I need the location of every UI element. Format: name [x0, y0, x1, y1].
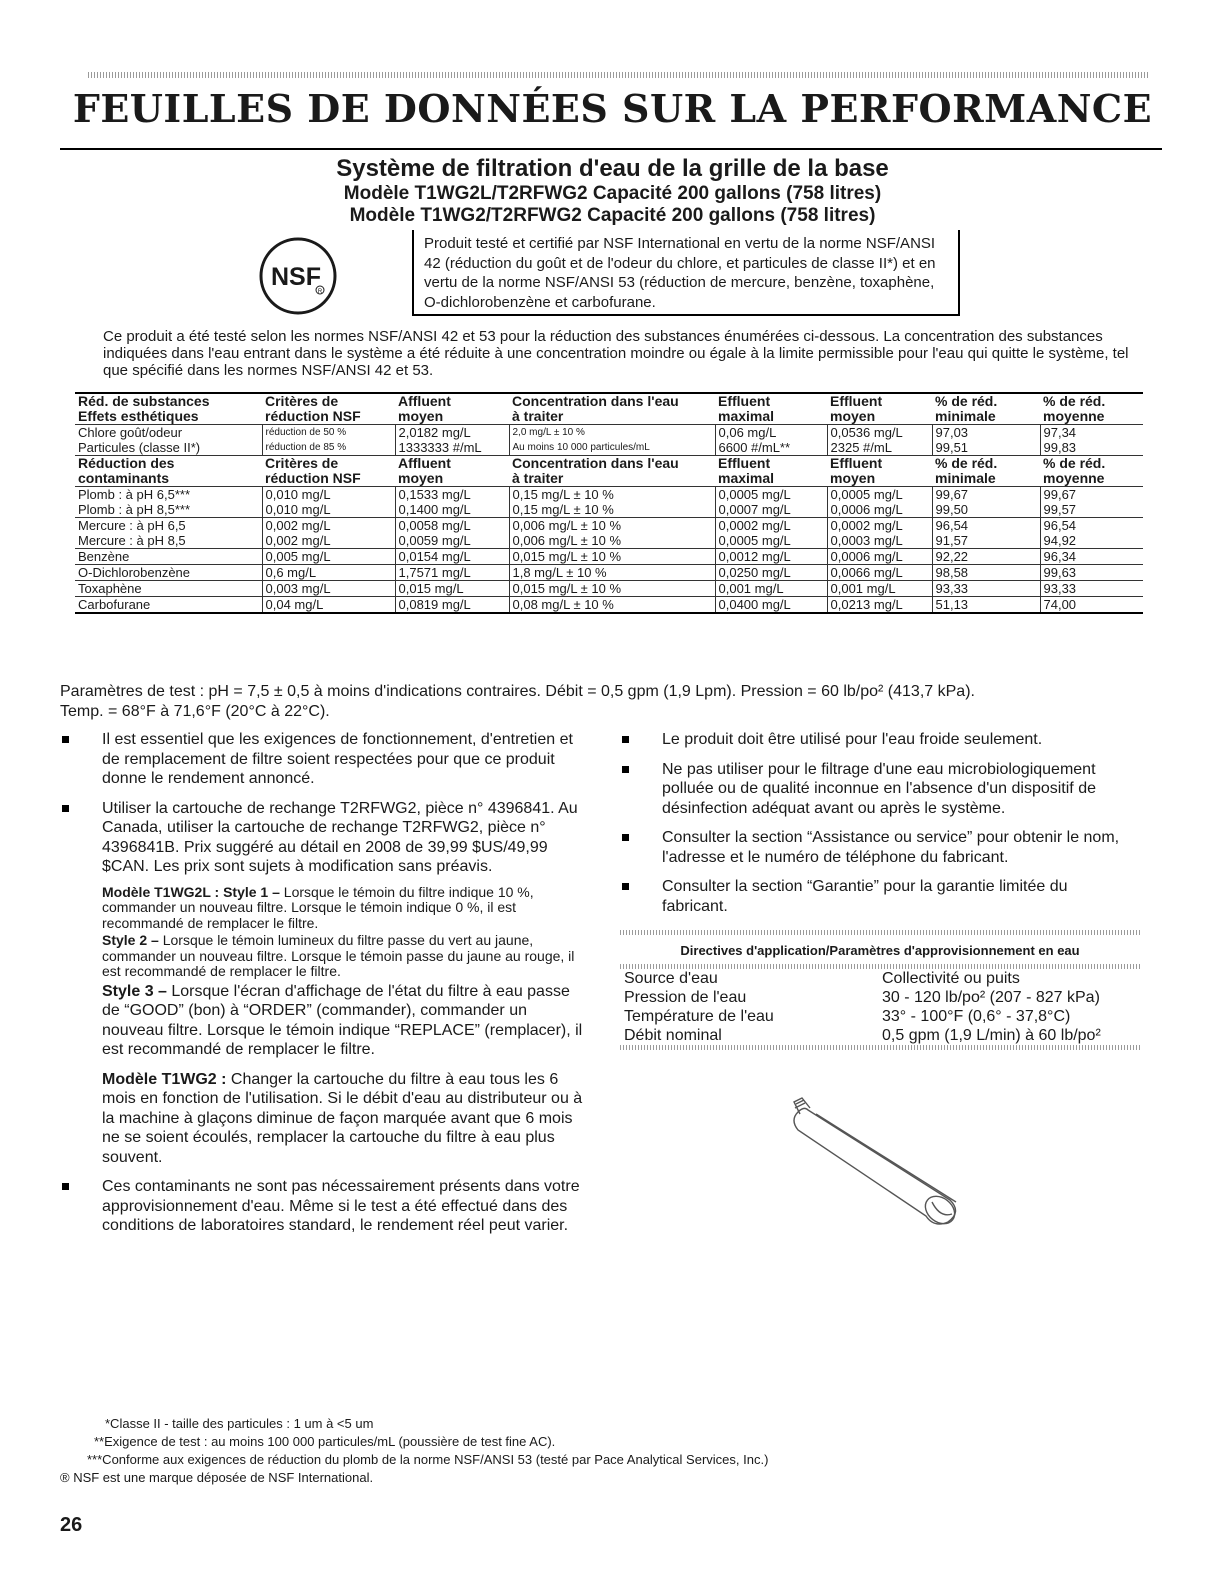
table-cell: 0,001 mg/L	[827, 581, 932, 597]
nsf-logo-text: NSF	[271, 263, 321, 291]
table-cell: Concentration dans l'eau à traiter	[509, 456, 715, 487]
top-hatch-rule	[88, 72, 1150, 78]
table-cell: 0,0154 mg/L	[395, 549, 509, 565]
table-cell: 0,015 mg/L ± 10 %	[509, 549, 715, 565]
footnote: ® NSF est une marque déposée de NSF International.	[60, 1470, 374, 1485]
table-cell: 0,002 mg/L 0,002 mg/L	[262, 518, 395, 549]
bullet-square-icon	[622, 766, 629, 773]
table-cell: Benzène	[75, 549, 262, 565]
filter-cartridge-icon	[780, 1090, 1000, 1230]
page-title: FEUILLES DE DONNÉES SUR LA PERFORMANCE	[72, 86, 1153, 131]
test-parameters	[60, 682, 1160, 722]
table-cell: 0,1533 mg/L 0,1400 mg/L	[395, 487, 509, 518]
table-cell: % de réd. minimale	[932, 456, 1040, 487]
table-cell: 0,010 mg/L 0,010 mg/L	[262, 487, 395, 518]
table-cell: 2,0 mg/L ± 10 % Au moins 10 000 particules/mL	[509, 425, 715, 456]
table-cell: Effluent moyen	[827, 393, 932, 425]
table-cell: 1,7571 mg/L	[395, 565, 509, 581]
table-cell: Concentration dans l'eau à traiter	[509, 393, 715, 425]
table-cell: 99,63	[1040, 565, 1143, 581]
hatch-rule	[620, 1045, 1140, 1050]
table-cell: 93,33	[1040, 581, 1143, 597]
table-cell: Réd. de substances Effets esthétiques	[75, 393, 262, 425]
title-rule	[60, 148, 1162, 150]
list-item: Utiliser la cartouche de rechange T2RFWG2, pièce n° 4396841. Au Canada, utiliser la cartouche de rechange T2RFWG2, pièce n° 4396841B. Prix suggéré au détail en 2008 de 39,99 $US/49,99 $CAN. Les prix sont sujets à modification sans préavis. Modèle T1WG2L : Style 1 – Lorsque le témoin du filtre indique 10 %, commander un nouveau filtre. Lorsque le témoin indique 0 %, il est recommandé de remplacer le filtre. Style 2 – Lorsque le témoin lumineux du filtre passe du vert au jaune, commander un nouveau filtre. Lorsque le témoin passe du jaune au rouge, il est recommandé de remplacer le filtre. Style 3 – Lorsque l'écran d'affichage de l'état du filtre à eau passe de “GOOD” (bon) à “ORDER” (commander), commander un nouveau filtre. Lorsque le témoin indique “REPLACE” (remplacer), il est recommandé de remplacer le filtre. Modèle T1WG2 : Changer la cartouche du filtre à eau tous les 6 mois en fonction de l'utilisation. Si le débit d'eau au distributeur ou à la machine à glaçons diminue de façon marquée avant que 6 mois ne se soient écoulés, remplacer la cartouche du filtre à eau plus souvent.	[60, 799, 590, 1168]
style-3-note: Style 3 – Lorsque l'écran d'affichage de l'état du filtre à eau passe de “GOOD” (bon) à “ORDER” (commander), commander un nouveau filtre. Lorsque le témoin indique “REPLACE” (remplacer), il est recommandé de remplacer le filtre.	[102, 982, 583, 1058]
table-cell: Plomb : à pH 6,5*** Plomb : à pH 8,5***	[75, 487, 262, 518]
table-cell: 97,03 99,51	[932, 425, 1040, 456]
table-cell: O-Dichlorobenzène	[75, 565, 262, 581]
table-cell: % de réd. minimale	[932, 393, 1040, 425]
table-row	[75, 565, 1143, 581]
table-cell: 99,67 99,57	[1040, 487, 1143, 518]
table-cell: 0,0819 mg/L	[395, 597, 509, 614]
table-cell: 92,22	[932, 549, 1040, 565]
table-cell: Réduction des contaminants	[75, 456, 262, 487]
table-cell: 74,00	[1040, 597, 1143, 614]
table-cell: 0,005 mg/L	[262, 549, 395, 565]
table-cell: % de réd. moyenne	[1040, 393, 1143, 425]
nsf-logo-icon	[258, 236, 338, 316]
table-cell: 0,0066 mg/L	[827, 565, 932, 581]
table-row: Source d'eau Collectivité ou puits	[624, 970, 1020, 987]
intro-paragraph: Ce produit a été testé selon les normes NSF/ANSI 42 et 53 pour la réduction des substances énumérées ci-dessous. La concentration des substances indiquées dans l'eau entrant dans le système a été réduite à une concentration moindre ou égale à la limite permissible pour l'eau qui quitte le système, tel que spécifié dans les normes NSF/ANSI 42 et 53.	[103, 328, 1129, 379]
footnote: **Exigence de test : au moins 100 000 particules/mL (poussière de test fine AC).	[94, 1434, 556, 1449]
style-2-note: Style 2 – Lorsque le témoin lumineux du filtre passe du vert au jaune, commander un nouveau filtre. Lorsque le témoin passe du jaune au rouge, il est recommandé de remplacer le filtre.	[102, 932, 575, 979]
table-row	[75, 597, 1143, 614]
list-item: Le produit doit être utilisé pour l'eau froide seulement.	[620, 730, 1120, 750]
table-cell: 0,006 mg/L ± 10 % 0,006 mg/L ± 10 %	[509, 518, 715, 549]
table-row	[75, 581, 1143, 597]
bullet-square-icon	[622, 736, 629, 743]
certification-box: Produit testé et certifié par NSF International en vertu de la norme NSF/ANSI 42 (réduction du goût et de l'odeur du chlore, et particules de classe II*) et en vertu de la norme NSF/ANSI 53 (réduction de mercure, benzène, toxaphène, O-dichlorobenzène et carbofurane.	[412, 230, 960, 316]
table-cell: Chlore goût/odeur Particules (classe II*)	[75, 425, 262, 456]
table-cell: 0,04 mg/L	[262, 597, 395, 614]
table-cell: Affluent moyen	[395, 456, 509, 487]
footnotes	[60, 1415, 768, 1487]
table-cell: Carbofurane	[75, 597, 262, 614]
table-cell: 0,0012 mg/L	[715, 549, 827, 565]
table-cell: Mercure : à pH 6,5 Mercure : à pH 8,5	[75, 518, 262, 549]
table-cell: 96,54 94,92	[1040, 518, 1143, 549]
table-cell: Effluent maximal	[715, 393, 827, 425]
list-item: Ne pas utiliser pour le filtrage d'une eau microbiologiquement polluée ou de qualité inconnue en l'absence d'un dispositif de désinfection adéquat avant ou après le système.	[620, 760, 1120, 819]
table-cell: 97,34 99,83	[1040, 425, 1143, 456]
footnote: ***Conforme aux exigences de réduction du plomb de la norme NSF/ANSI 53 (testé par Pace Analytical Services, Inc.)	[87, 1452, 769, 1467]
list-item: Consulter la section “Assistance ou service” pour obtenir le nom, l'adresse et le numéro de téléphone du fabricant.	[620, 828, 1120, 867]
table-cell: 0,15 mg/L ± 10 % 0,15 mg/L ± 10 %	[509, 487, 715, 518]
table-cell: Critères de réduction NSF	[262, 456, 395, 487]
table-cell: 0,0005 mg/L 0,0007 mg/L	[715, 487, 827, 518]
table-cell: 0,001 mg/L	[715, 581, 827, 597]
system-title: Système de filtration d'eau de la grille de la base	[336, 155, 889, 182]
bullet-square-icon	[62, 736, 69, 743]
table-cell: 0,06 mg/L 6600 #/mL**	[715, 425, 827, 456]
list-item: Il est essentiel que les exigences de fonctionnement, d'entretien et de remplacement de filtre soient respectées pour que ce produit donne le rendement annoncé.	[60, 730, 590, 789]
guidelines-title: Directives d'application/Paramètres d'approvisionnement en eau	[680, 943, 1080, 958]
table-cell: 0,0250 mg/L	[715, 565, 827, 581]
table-cell: 0,0400 mg/L	[715, 597, 827, 614]
svg-text:R: R	[317, 289, 323, 295]
list-item: Consulter la section “Garantie” pour la garantie limitée du fabricant.	[620, 877, 1120, 916]
table-cell: Effluent moyen	[827, 456, 932, 487]
performance-table	[75, 392, 1143, 614]
table-cell: 51,13	[932, 597, 1040, 614]
bullet-square-icon	[62, 1183, 69, 1190]
guidelines-table	[620, 969, 1140, 1045]
application-guidelines	[620, 930, 1140, 1050]
table-cell: Effluent maximal	[715, 456, 827, 487]
table-row	[75, 425, 1143, 456]
table-row	[75, 518, 1143, 549]
footnote: *Classe II - taille des particules : 1 um à <5 um	[105, 1416, 374, 1431]
style-1-note: Modèle T1WG2L : Style 1 – Lorsque le témoin du filtre indique 10 %, commander un nouveau filtre. Lorsque le témoin indique 0 %, il est recommandé de remplacer le filtre.	[102, 883, 534, 931]
table-cell: Critères de réduction NSF	[262, 393, 395, 425]
table-cell: 0,0005 mg/L 0,0006 mg/L	[827, 487, 932, 518]
table-cell: 0,015 mg/L	[395, 581, 509, 597]
table-cell: 0,08 mg/L ± 10 %	[509, 597, 715, 614]
table-cell: 93,33	[932, 581, 1040, 597]
left-bullet-list	[60, 730, 590, 1246]
table-cell: réduction de 50 % réduction de 85 %	[262, 425, 395, 456]
table-row	[75, 487, 1143, 518]
table-cell: % de réd. moyenne	[1040, 456, 1143, 487]
table-row: Débit nominal 0,5 gpm (1,9 L/min) à 60 lb/po²	[624, 1027, 1101, 1044]
bullet-square-icon	[622, 883, 629, 890]
table-cell: 0,0058 mg/L 0,0059 mg/L	[395, 518, 509, 549]
model-t1wg2-note: Modèle T1WG2 : Changer la cartouche du filtre à eau tous les 6 mois en fonction de l'utilisation. Si le débit d'eau au distributeur ou à la machine à glaçons diminue de façon marquée avant que 6 mois ne se soient écoulés, remplacer la cartouche du filtre à eau plus souvent.	[102, 1070, 583, 1166]
table-cell: 0,015 mg/L ± 10 %	[509, 581, 715, 597]
table-row: Température de l'eau 33° - 100°F (0,6° - 37,8°C)	[624, 1008, 1071, 1025]
model-line-2: Modèle T1WG2/T2RFWG2 Capacité 200 gallons (758 litres)	[349, 205, 876, 226]
table-header-row	[75, 393, 1143, 425]
table-cell: 99,67 99,50	[932, 487, 1040, 518]
table-cell: 96,34	[1040, 549, 1143, 565]
table-header-row	[75, 456, 1143, 487]
table-cell: Toxaphène	[75, 581, 262, 597]
model-line-1: Modèle T1WG2L/T2RFWG2 Capacité 200 gallons (758 litres)	[343, 183, 882, 204]
table-cell: 0,0002 mg/L 0,0005 mg/L	[715, 518, 827, 549]
table-cell: 96,54 91,57	[932, 518, 1040, 549]
table-cell: 2,0182 mg/L 1333333 #/mL	[395, 425, 509, 456]
table-cell: 0,0002 mg/L 0,0003 mg/L	[827, 518, 932, 549]
test-parameters-line-1: Paramètres de test : pH = 7,5 ± 0,5 à moins d'indications contraires. Débit = 0,5 gpm (1,9 Lpm). Pression = 60 lb/po² (413,7 kPa).	[60, 683, 975, 700]
bullet-square-icon	[62, 805, 69, 812]
table-cell: Affluent moyen	[395, 393, 509, 425]
test-parameters-line-2: Temp. = 68°F à 71,6°F (20°C à 22°C).	[60, 703, 330, 720]
table-row: Pression de l'eau 30 - 120 lb/po² (207 - 827 kPa)	[624, 989, 1100, 1006]
table-cell: 0,003 mg/L	[262, 581, 395, 597]
page-number: 26	[60, 1514, 83, 1536]
bullet-square-icon	[622, 834, 629, 841]
table-cell: 1,8 mg/L ± 10 %	[509, 565, 715, 581]
table-cell: 0,6 mg/L	[262, 565, 395, 581]
table-cell: 0,0213 mg/L	[827, 597, 932, 614]
table-row	[75, 549, 1143, 565]
list-item: Ces contaminants ne sont pas nécessairement présents dans votre approvisionnement d'eau. Même si le test a été effectué dans des conditions de laboratoires standard, le rendement réel peut varier.	[60, 1177, 590, 1236]
right-bullet-list	[620, 730, 1120, 926]
table-cell: 0,0006 mg/L	[827, 549, 932, 565]
table-cell: 98,58	[932, 565, 1040, 581]
table-cell: 0,0536 mg/L 2325 #/mL	[827, 425, 932, 456]
